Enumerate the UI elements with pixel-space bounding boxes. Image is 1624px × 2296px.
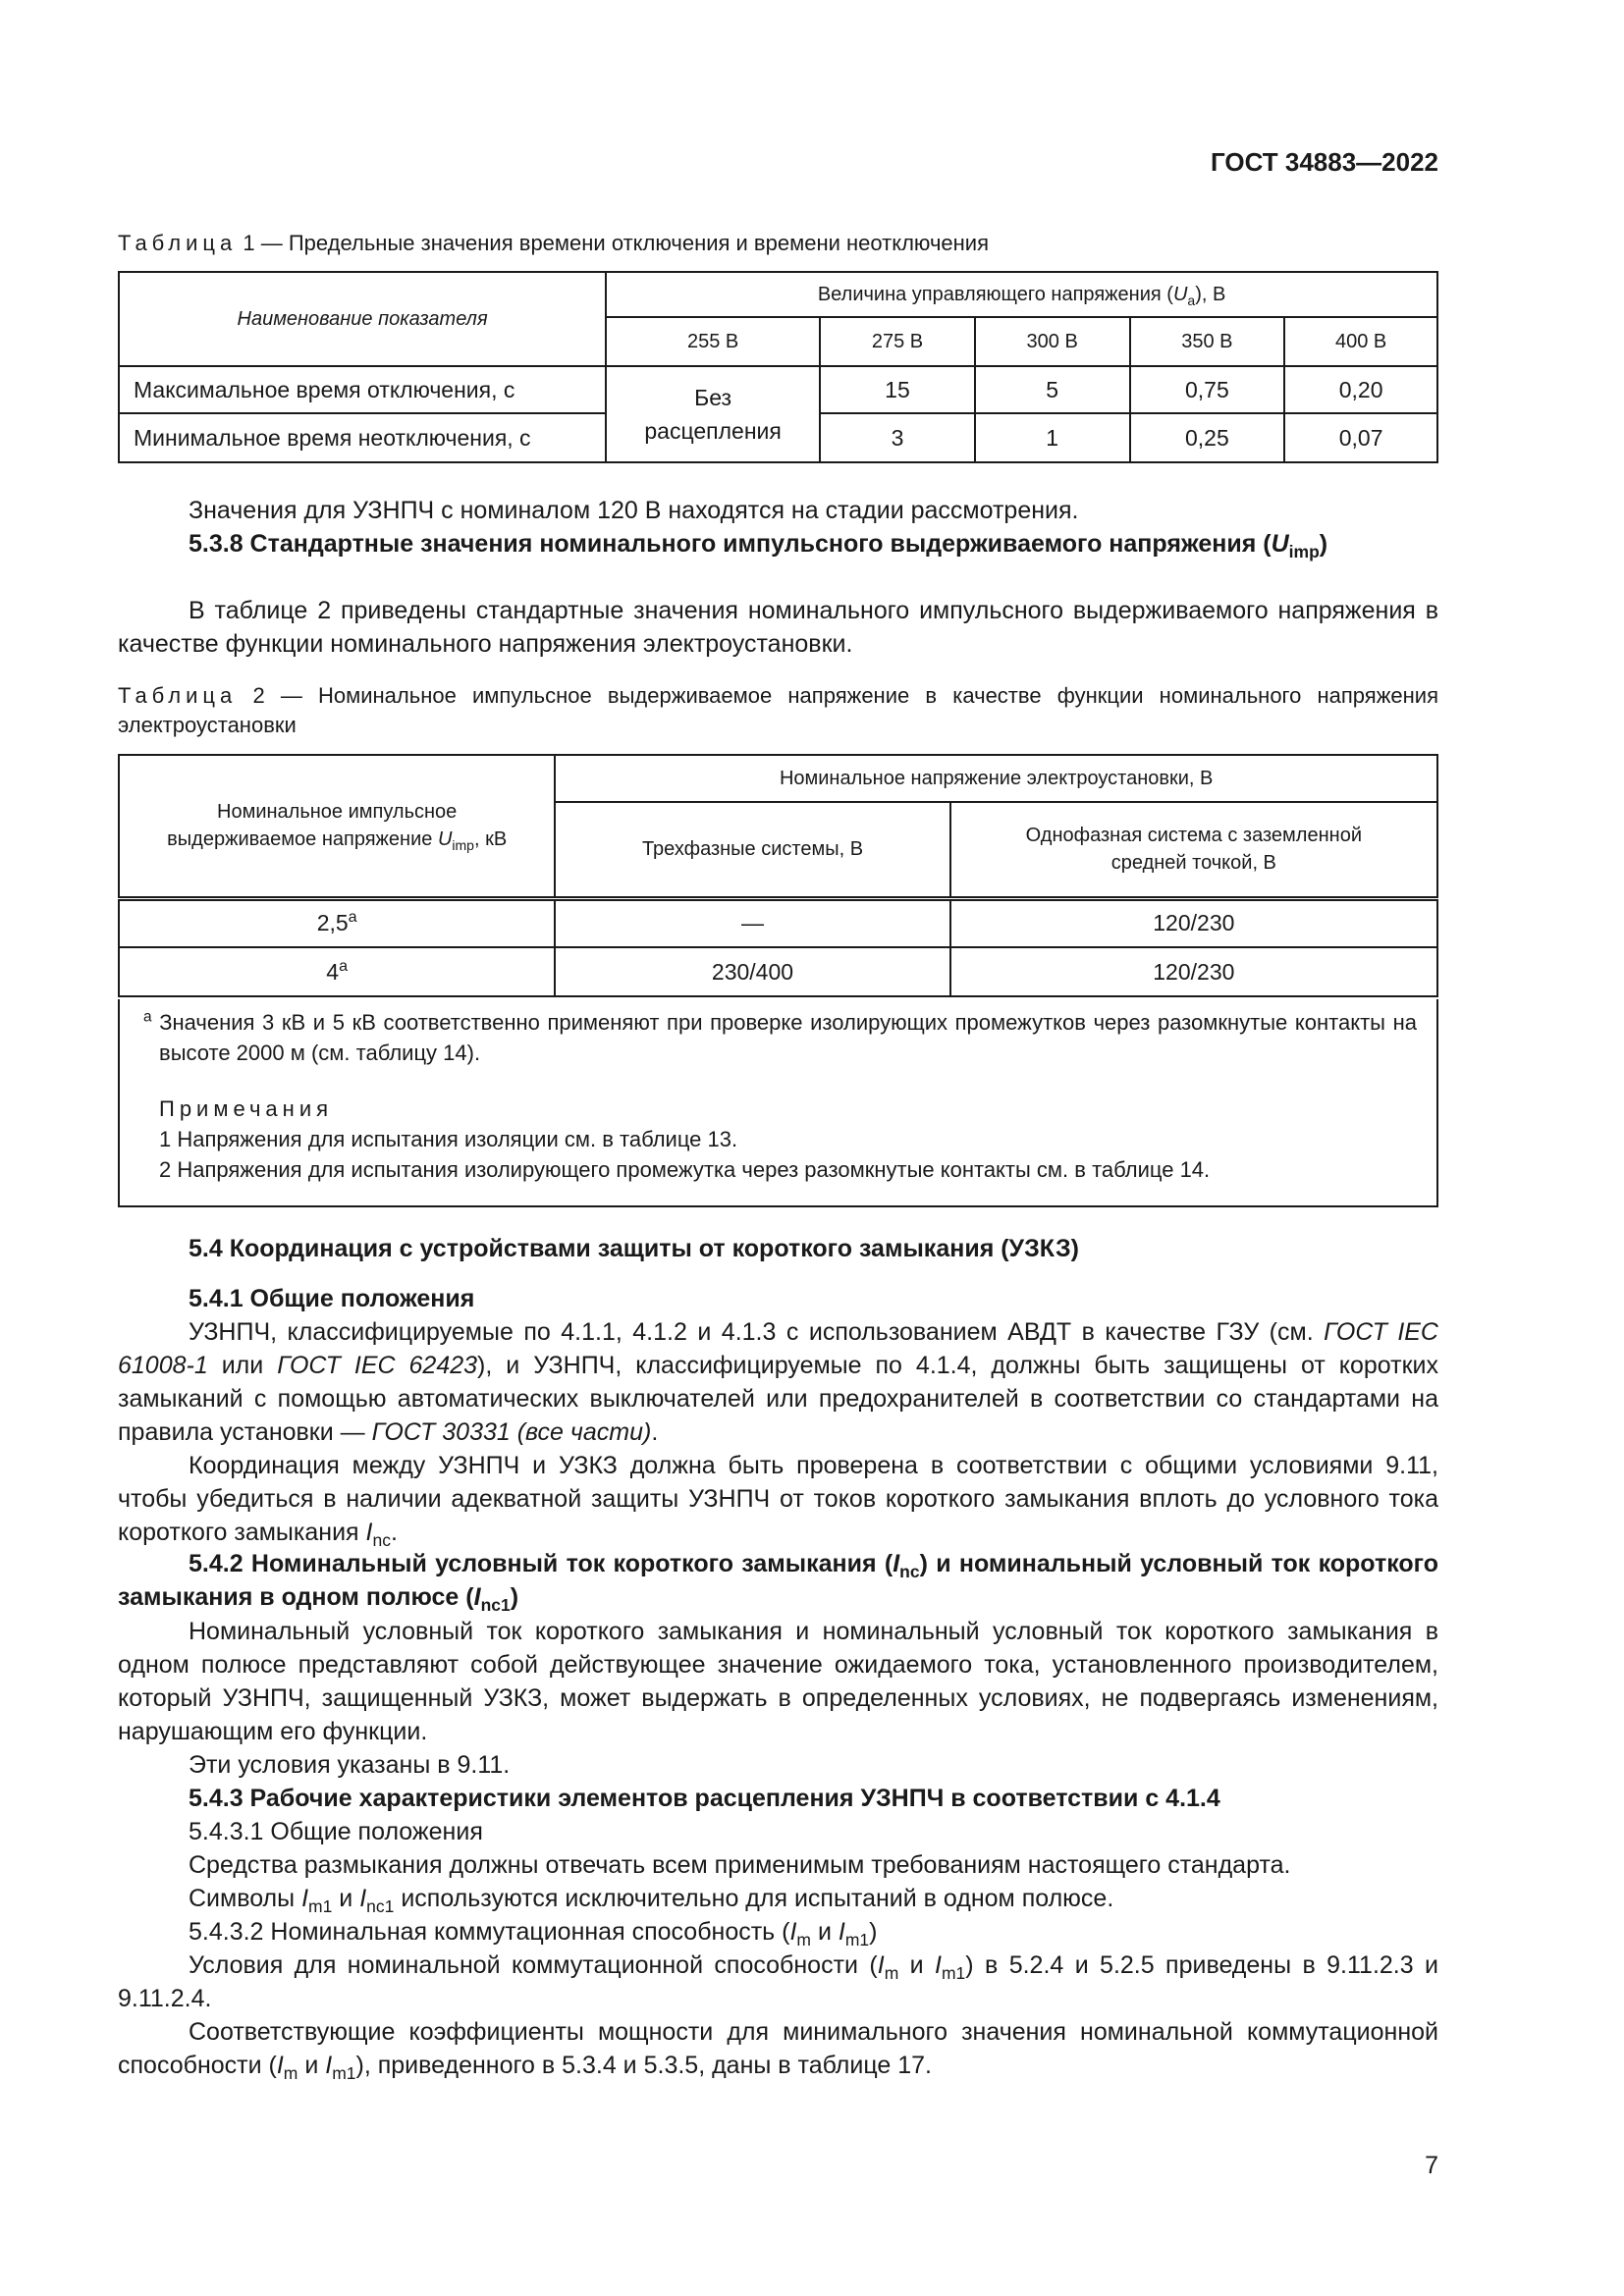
cell-value: 120/230: [950, 898, 1437, 947]
cell-value: 4$^a$: [119, 947, 555, 996]
table1-caption: [118, 229, 1438, 258]
section-5-4-3-2-title: 5.4.3.2 Номинальная коммутационная способность ($I_m$ и $I_{m1}$): [189, 1918, 878, 1950]
section-5-4-3-1-p2: Символы $I_{m1}$ и $I_{nc1}$ используются исключительно для испытаний в одном полюсе.: [189, 1885, 1114, 1917]
document-code: ГОСТ 34883—2022: [1211, 147, 1438, 177]
cell-value: 1: [975, 413, 1130, 462]
table-row: [119, 366, 1437, 413]
section-5-4-2-p1: Номинальный условный ток короткого замыкания и номинальный условный ток короткого замыкания в одном полюсе представляют собой действующее значение ожидаемого тока, установленного производителем, который УЗНПЧ, защищенный УЗКЗ, может выдержать в определенных условиях, не подвергаясь изменениям, нарушающим его функции.: [118, 1618, 1438, 1745]
section-5-4-3-1-title: 5.4.3.1 Общие положения: [189, 1818, 483, 1845]
merged-cell: Без расцепления: [606, 366, 820, 462]
table-row: [119, 898, 1437, 947]
row-label: Минимальное время неотключения, с: [119, 413, 606, 462]
voltage-400: 400 В: [1284, 317, 1437, 366]
section-5-4-3-2-p1: Условия для номинальной коммутационной способности ($I_m$ и $I_{m1}$) в 5.2.4 и 5.2.5 приведены в 9.11.2.3 и 9.11.2.4.: [118, 1951, 1439, 2012]
table2-caption: Таблица 2 — Номинальное импульсное выдерживаемое напряжение в качестве функции номинального напряжения электроустановки: [118, 683, 1438, 737]
section-5-3-8-heading: 5.3.8 Стандартные значения номинального импульсного выдерживаемого напряжения $(U_{imp})$: [189, 530, 1328, 562]
cell-value: 0,20: [1284, 366, 1437, 413]
voltage-350: 350 В: [1130, 317, 1285, 366]
voltage-275: 275 В: [820, 317, 975, 366]
section-5-4-1-p2: Координация между УЗНПЧ и УЗКЗ должна быть проверена в соответствии с общими условиями 9.11, чтобы убедиться в наличии адекватной защиты УЗНПЧ от токов короткого замыкания вплоть до условного тока короткого замыкания $I_{nc}$.: [118, 1452, 1438, 1551]
table1-caption-text: 1 — Предельные значения времени отключения и времени неотключения: [243, 231, 989, 255]
note-1: 1 Напряжения для испытания изоляции см. в таблице 13.: [159, 1127, 738, 1151]
section-5-4-2-heading: 5.4.2 Номинальный условный ток короткого замыкания $(I_{nc})$ и номинальный условный ток короткого замыкания в одном полюсе $(I_{nc1})$: [118, 1550, 1439, 1616]
row-label: Максимальное время отключения, с: [119, 366, 606, 413]
cell-value: 15: [820, 366, 975, 413]
footnote: $^a$ Значения 3 кВ и 5 кВ соответственно применяют при проверке изолирующих промежутков через разомкнутые контакты на высоте 2000 м (см. таблицу 14).: [143, 1008, 1417, 1065]
section-5-3-8-text: В таблице 2 приведены стандартные значения номинального импульсного выдерживаемого напряжения в качестве функции номинального напряжения электроустановки.: [118, 597, 1438, 658]
cell-value: 5: [975, 366, 1130, 413]
voltage-300: 300 В: [975, 317, 1130, 366]
cell-value: —: [555, 898, 949, 947]
section-5-4-2-p2: Эти условия указаны в 9.11.: [189, 1751, 511, 1779]
table-row: [119, 947, 1437, 996]
cell-value: 0,75: [1130, 366, 1285, 413]
section-5-4-heading: 5.4 Координация с устройствами защиты от короткого замыкания (УЗКЗ): [189, 1235, 1079, 1262]
table2: [118, 754, 1438, 997]
table1-note: Значения для УЗНПЧ с номиналом 120 В находятся на стадии рассмотрения.: [189, 497, 1079, 524]
col-header-installation-voltage: Номинальное напряжение электроустановки, В: [555, 755, 1437, 802]
col-header-name: Наименование показателя: [119, 272, 606, 366]
col-header-single-phase: Однофазная система с заземленной средней точкой, В: [950, 802, 1437, 898]
voltage-255: 255 В: [606, 317, 820, 366]
note-2: 2 Напряжения для испытания изолирующего промежутка через разомкнутые контакты см. в таблице 14.: [159, 1157, 1211, 1182]
cell-value: 0,07: [1284, 413, 1437, 462]
table2-footnotes: [118, 999, 1438, 1207]
col-header-three-phase: Трехфазные системы, В: [555, 802, 949, 898]
section-5-4-1-p1: УЗНПЧ, классифицируемые по 4.1.1, 4.1.2 и 4.1.3 с использованием АВДТ в качестве ГЗУ (см. ГОСТ IEC 61008-1 или ГОСТ IEC 62423), и УЗНПЧ, классифицируемые по 4.1.4, должны быть защищены от коротких замыканий с помощью автоматических выключателей или предохранителей в соответствии со стандартами на правила установки — ГОСТ 30331 (все части).: [118, 1318, 1438, 1446]
col-header-voltage-group: Величина управляющего напряжения $(U_a)$, В: [606, 272, 1437, 317]
page-number: 7: [1425, 2152, 1438, 2179]
section-5-4-3-2-p2: Соответствующие коэффициенты мощности для минимального значения номинальной коммутационной способности ($I_m$ и $I_{m1}$), приведенного в 5.3.4 и 5.3.5, даны в таблице 17.: [118, 2018, 1438, 2084]
section-5-4-1-heading: 5.4.1 Общие положения: [189, 1285, 475, 1312]
cell-value: 3: [820, 413, 975, 462]
notes-title: Примечания: [159, 1096, 334, 1121]
cell-value: 0,25: [1130, 413, 1285, 462]
cell-value: 2,5$^a$: [119, 898, 555, 947]
cell-value: 230/400: [555, 947, 949, 996]
col-header-impulse-voltage: Номинальное импульсное выдерживаемое напряжение $U_{imp}$, кВ: [119, 755, 555, 898]
cell-value: 120/230: [950, 947, 1437, 996]
section-5-4-3-heading: 5.4.3 Рабочие характеристики элементов расцепления УЗНПЧ в соответствии с 4.1.4: [189, 1785, 1220, 1812]
section-5-4-3-1-p1: Средства размыкания должны отвечать всем применимым требованиям настоящего стандарта.: [189, 1851, 1291, 1879]
table1: [118, 271, 1438, 463]
table1-caption-label: Таблица: [118, 231, 238, 255]
